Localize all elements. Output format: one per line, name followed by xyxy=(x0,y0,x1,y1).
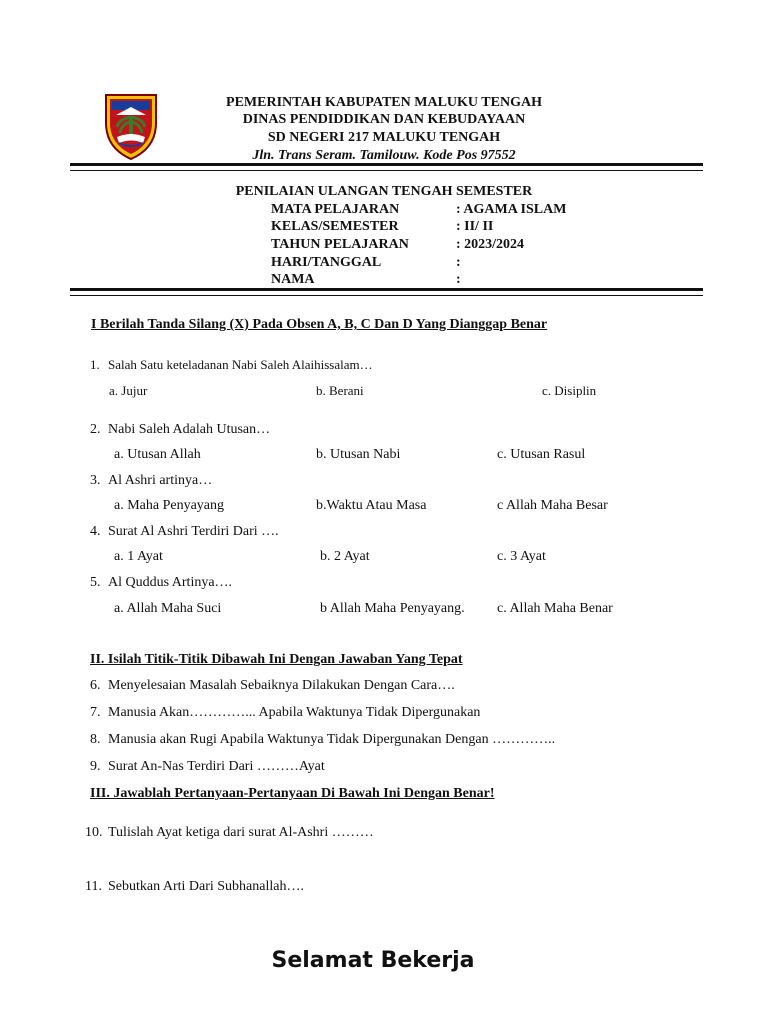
question-8 xyxy=(90,732,555,748)
option-1a: a. Jujur xyxy=(109,383,148,398)
question-9 xyxy=(90,759,325,775)
exam-title: PENILAIAN ULANGAN TENGAH SEMESTER xyxy=(235,184,533,199)
question-text: Surat Al Ashri Terdiri Dari …. xyxy=(108,524,279,539)
question-number: 9. xyxy=(90,759,101,774)
question-2 xyxy=(90,422,270,438)
question-number: 3. xyxy=(90,473,101,488)
question-6 xyxy=(90,678,455,694)
option-4a: a. 1 Ayat xyxy=(114,549,163,564)
question-1 xyxy=(90,357,373,373)
header-divider-thin xyxy=(70,170,703,171)
question-number: 6. xyxy=(90,678,101,693)
question-text: Menyelesaian Masalah Sebaiknya Dilakukan Dengan Cara…. xyxy=(108,678,455,693)
question-number: 5. xyxy=(90,575,101,590)
option-3c: c Allah Maha Besar xyxy=(497,498,608,513)
question-text: Salah Satu keteladanan Nabi Saleh Alaihissalam… xyxy=(108,357,373,372)
question-text: Manusia Akan…………... Apabila Waktunya Tidak Dipergunakan xyxy=(108,705,481,720)
option-5b: b Allah Maha Penyayang. xyxy=(320,601,465,616)
closing-text: Selamat Bekerja xyxy=(271,948,475,973)
question-number: 7. xyxy=(90,705,101,720)
field-label-subject: MATA PELAJARAN xyxy=(271,202,400,217)
option-5a: a. Allah Maha Suci xyxy=(114,601,222,616)
question-11 xyxy=(85,879,304,895)
field-label-name: NAMA xyxy=(271,272,315,287)
section-1-heading: I Berilah Tanda Silang (X) Pada Obsen A, B, C Dan D Yang Dianggap Benar xyxy=(91,317,548,332)
option-3a: a. Maha Penyayang xyxy=(114,498,225,513)
option-1b: b. Berani xyxy=(316,383,364,398)
question-text: Sebutkan Arti Dari Subhanallah…. xyxy=(108,879,304,894)
question-number: 8. xyxy=(90,732,101,747)
question-text: Al Quddus Artinya…. xyxy=(108,575,233,590)
info-divider xyxy=(70,288,703,291)
field-value-subject: : AGAMA ISLAM xyxy=(456,202,567,217)
header-divider xyxy=(70,163,703,166)
option-5c: c. Allah Maha Benar xyxy=(497,601,613,616)
field-label-year: TAHUN PELAJARAN xyxy=(271,237,409,252)
question-number: 1. xyxy=(90,357,100,372)
letterhead-line-3: SD NEGERI 217 MALUKU TENGAH xyxy=(267,130,501,145)
section-3-heading: III. Jawablah Pertanyaan-Pertanyaan Di Bawah Ini Dengan Benar! xyxy=(90,786,495,801)
option-2a: a. Utusan Allah xyxy=(114,447,201,462)
question-4 xyxy=(90,524,279,540)
field-label-date: HARI/TANGGAL xyxy=(271,255,382,270)
question-7 xyxy=(90,705,480,721)
question-text: Surat An-Nas Terdiri Dari ………Ayat xyxy=(108,759,325,774)
option-1c: c. Disiplin xyxy=(542,383,597,398)
option-2c: c. Utusan Rasul xyxy=(497,447,586,462)
question-5 xyxy=(90,575,232,591)
field-value-name: : xyxy=(456,272,461,287)
letterhead-line-1: PEMERINTAH KABUPATEN MALUKU TENGAH xyxy=(226,95,542,110)
letterhead-line-2: DINAS PENDIDDIKAN DAN KEBUDAYAAN xyxy=(242,112,526,127)
question-number: 11. xyxy=(85,879,102,894)
regency-emblem-logo xyxy=(103,93,159,161)
question-number: 4. xyxy=(90,524,101,539)
option-3b: b.Waktu Atau Masa xyxy=(316,498,427,513)
question-number: 2. xyxy=(90,422,101,437)
option-2b: b. Utusan Nabi xyxy=(316,447,401,462)
field-label-class: KELAS/SEMESTER xyxy=(271,219,399,234)
info-divider-thin xyxy=(70,295,703,296)
question-10 xyxy=(85,825,374,841)
option-4c: c. 3 Ayat xyxy=(497,549,546,564)
letterhead-address: Jln. Trans Seram. Tamilouw. Kode Pos 97552 xyxy=(252,148,516,163)
question-text: Tulislah Ayat ketiga dari surat Al-Ashri ……… xyxy=(108,825,374,840)
question-text: Al Ashri artinya… xyxy=(108,473,213,488)
question-text: Manusia akan Rugi Apabila Waktunya Tidak Dipergunakan Dengan ………….. xyxy=(108,732,556,747)
section-2-heading: II. Isilah Titik-Titik Dibawah Ini Dengan Jawaban Yang Tepat xyxy=(90,652,463,667)
field-value-year: : 2023/2024 xyxy=(456,237,525,252)
question-text: Nabi Saleh Adalah Utusan… xyxy=(108,422,271,437)
question-number: 10. xyxy=(85,825,103,840)
field-value-class: : II/ II xyxy=(456,219,494,234)
option-4b: b. 2 Ayat xyxy=(320,549,370,564)
question-3 xyxy=(90,473,212,489)
field-value-date: : xyxy=(456,255,461,270)
